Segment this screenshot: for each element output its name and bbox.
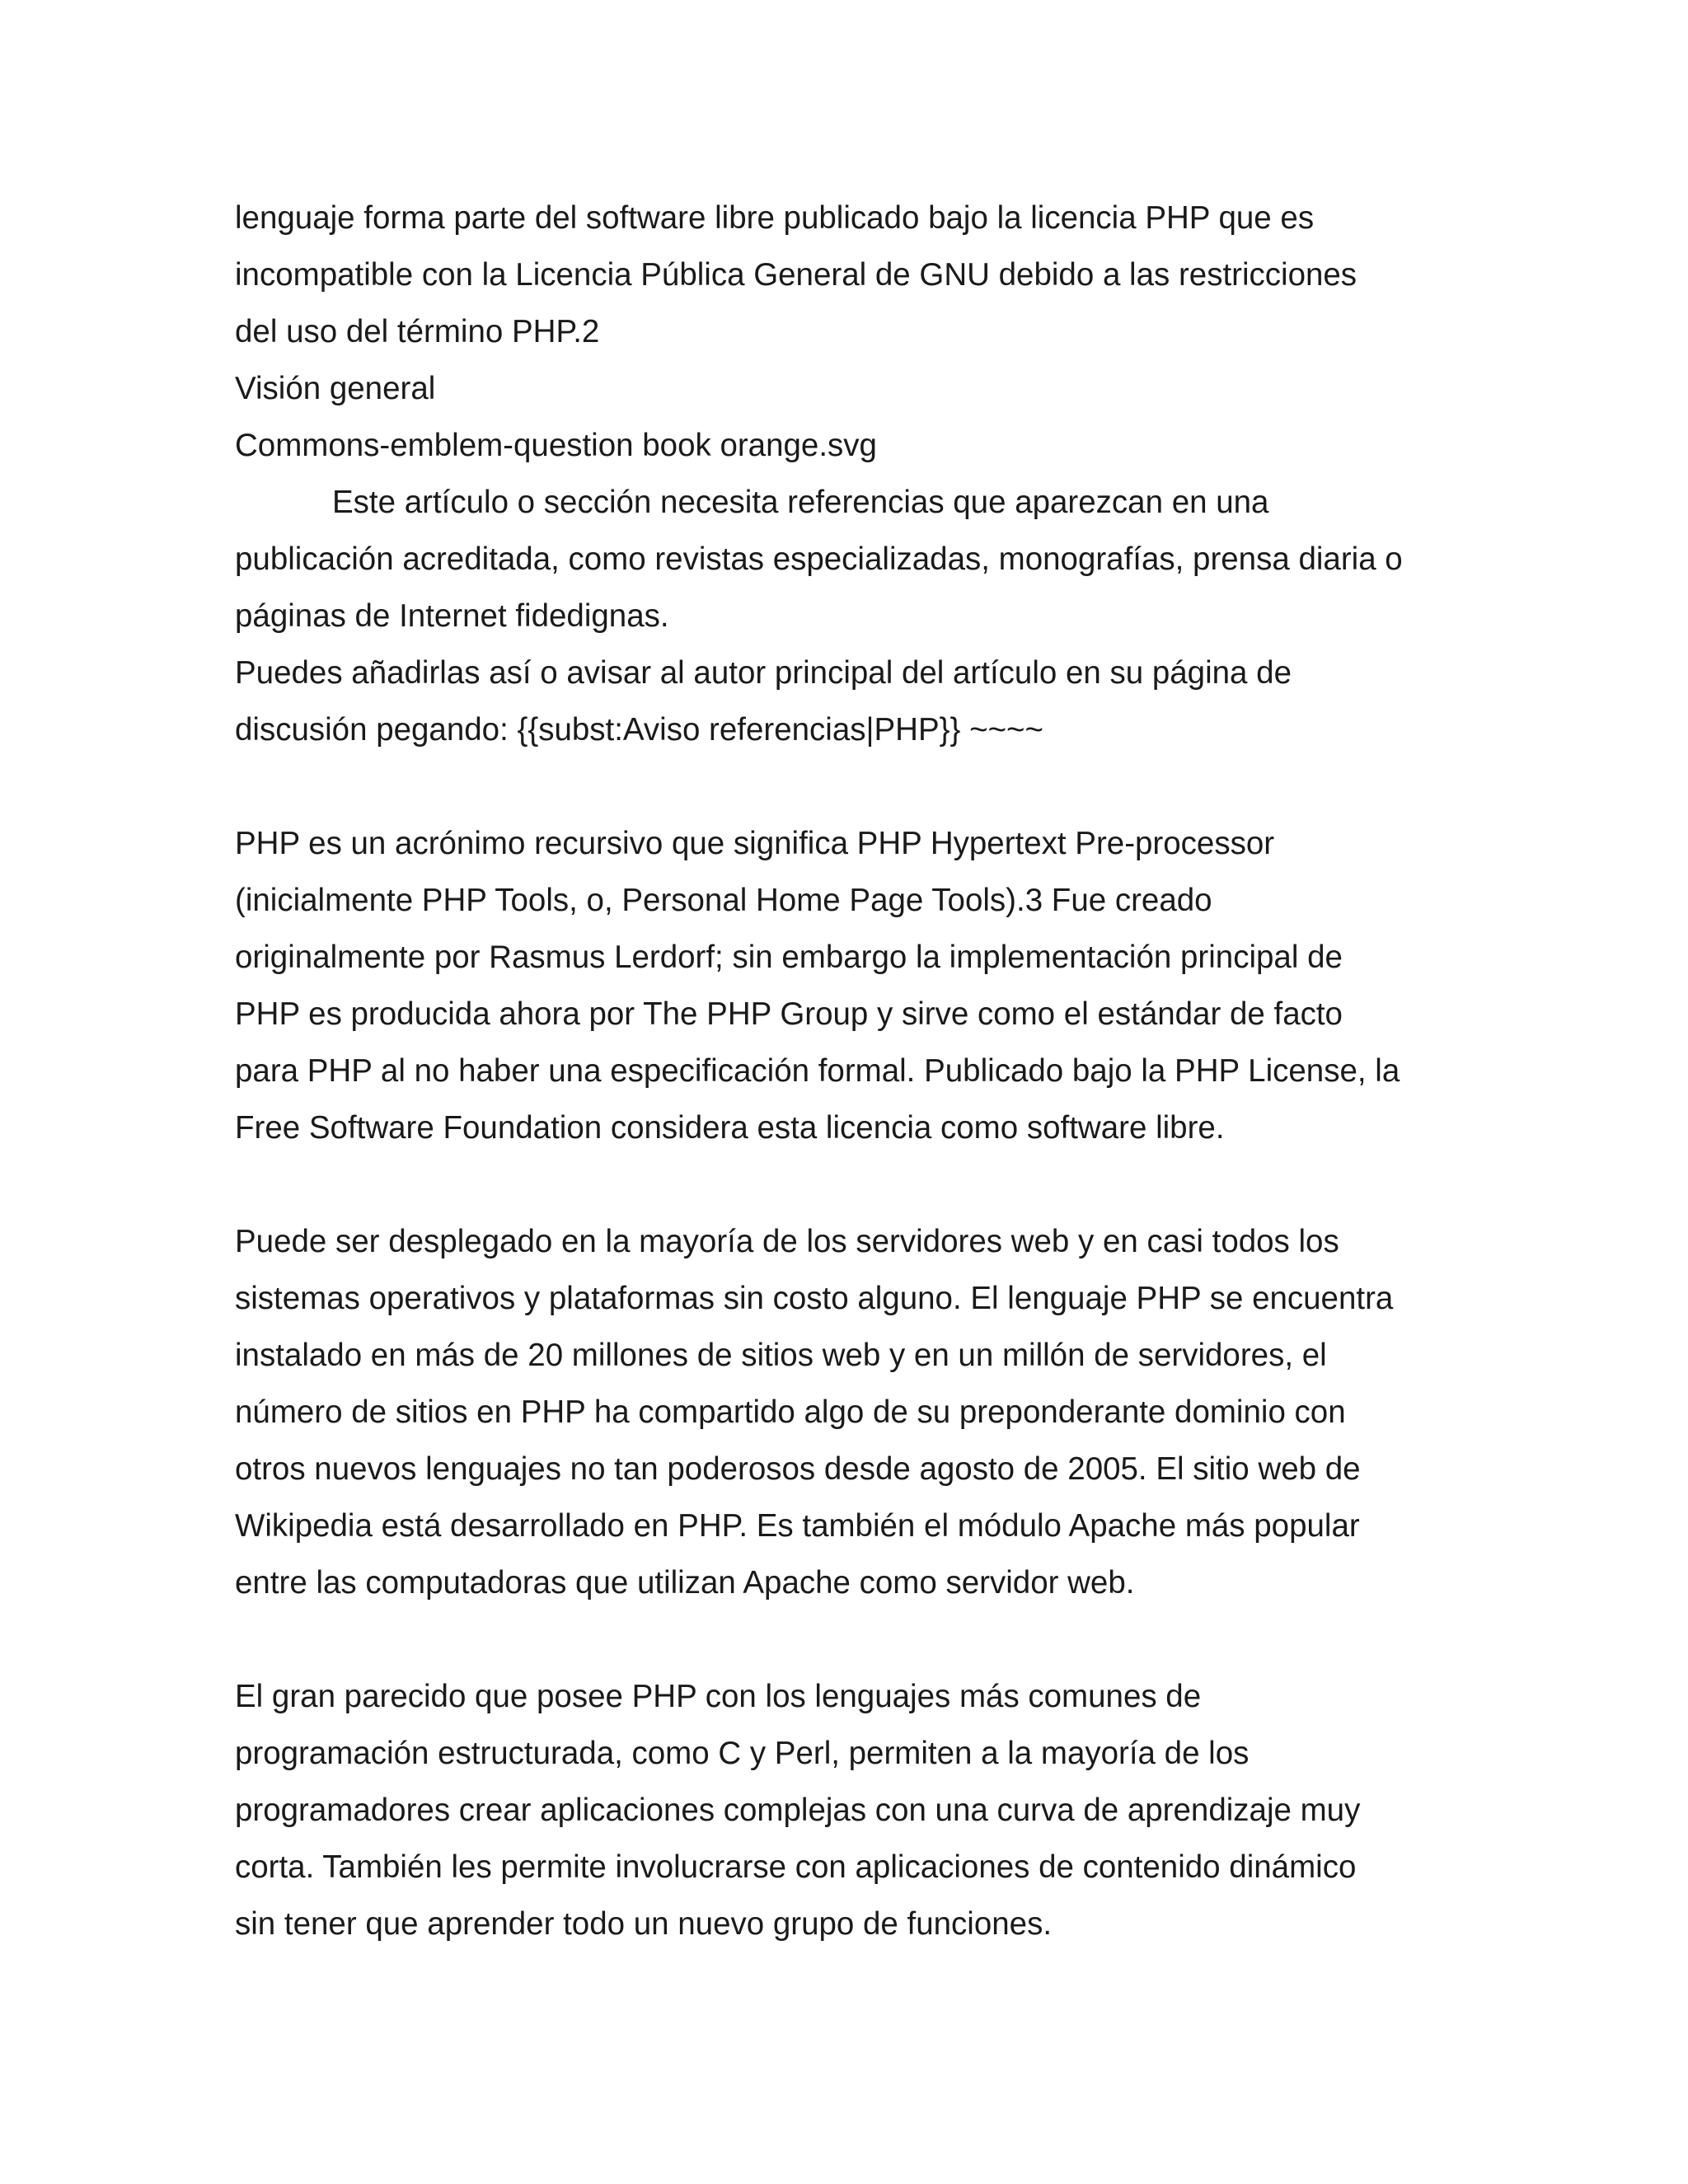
text-line: Wikipedia está desarrollado en PHP. Es también el módulo Apache más popular [235, 1508, 1360, 1544]
text-line: Puede ser desplegado en la mayoría de los servidores web y en casi todos los [235, 1224, 1339, 1259]
paragraph-spacer [235, 758, 1488, 815]
text-line: PHP es un acrónimo recursivo que significa PHP Hypertext Pre-processor [235, 826, 1275, 861]
text-line: (inicialmente PHP Tools, o, Personal Home Page Tools).3 Fue creado [235, 883, 1212, 918]
text-line: originalmente por Rasmus Lerdorf; sin embargo la implementación principal de [235, 940, 1343, 975]
text-line: para PHP al no haber una especificación formal. Publicado bajo la PHP License, la [235, 1053, 1400, 1089]
image-caption: Commons-emblem-question book orange.svg [235, 428, 877, 463]
text-line: corta. También les permite involucrarse con aplicaciones de contenido dinámico [235, 1849, 1357, 1885]
document-body [235, 190, 1488, 1952]
text-line: lenguaje forma parte del software libre publicado bajo la licencia PHP que es [235, 200, 1315, 236]
text-line: Free Software Foundation considera esta licencia como software libre. [235, 1110, 1225, 1146]
paragraph-similarity [235, 1668, 1488, 1952]
text-line: PHP es producida ahora por The PHP Group y sirve como el estándar de facto [235, 996, 1343, 1032]
text-line: incompatible con la Licencia Pública General de GNU debido a las restricciones [235, 257, 1357, 293]
paragraph-php-definition [235, 815, 1488, 1156]
text-line: El gran parecido que posee PHP con los lenguajes más comunes de [235, 1679, 1202, 1714]
text-line: páginas de Internet fidedignas. [235, 598, 669, 634]
text-line: publicación acreditada, como revistas especializadas, monografías, prensa diaria o [235, 541, 1403, 577]
text-line: sistemas operativos y plataformas sin costo alguno. El lenguaje PHP se encuentra [235, 1281, 1394, 1316]
section-heading: Visión general [235, 371, 436, 406]
text-line: otros nuevos lenguajes no tan poderosos desde agosto de 2005. El sitio web de [235, 1451, 1361, 1487]
text-line: programadores crear aplicaciones complejas con una curva de aprendizaje muy [235, 1793, 1361, 1828]
text-line: instalado en más de 20 millones de sitios web y en un millón de servidores, el [235, 1338, 1327, 1373]
text-line: entre las computadoras que utilizan Apache como servidor web. [235, 1565, 1135, 1601]
text-line: número de sitios en PHP ha compartido algo de su preponderante dominio con [235, 1394, 1346, 1430]
text-line: del uso del término PHP.2 [235, 314, 600, 349]
paragraph-deployment [235, 1213, 1488, 1611]
text-line: programación estructurada, como C y Perl, permiten a la mayoría de los [235, 1736, 1250, 1771]
text-line: Este artículo o sección necesita referencias que aparezcan en una [332, 485, 1269, 520]
intro-paragraph [235, 190, 1488, 360]
text-line: discusión pegando: {{subst:Aviso referencias|PHP}} ~~~~ [235, 712, 1044, 748]
text-line: sin tener que aprender todo un nuevo grupo de funciones. [235, 1906, 1053, 1942]
paragraph-spacer [235, 1156, 1488, 1213]
paragraph-spacer [235, 1611, 1488, 1668]
references-notice [235, 474, 1488, 758]
text-line: Puedes añadirlas así o avisar al autor principal del artículo en su página de [235, 655, 1292, 691]
